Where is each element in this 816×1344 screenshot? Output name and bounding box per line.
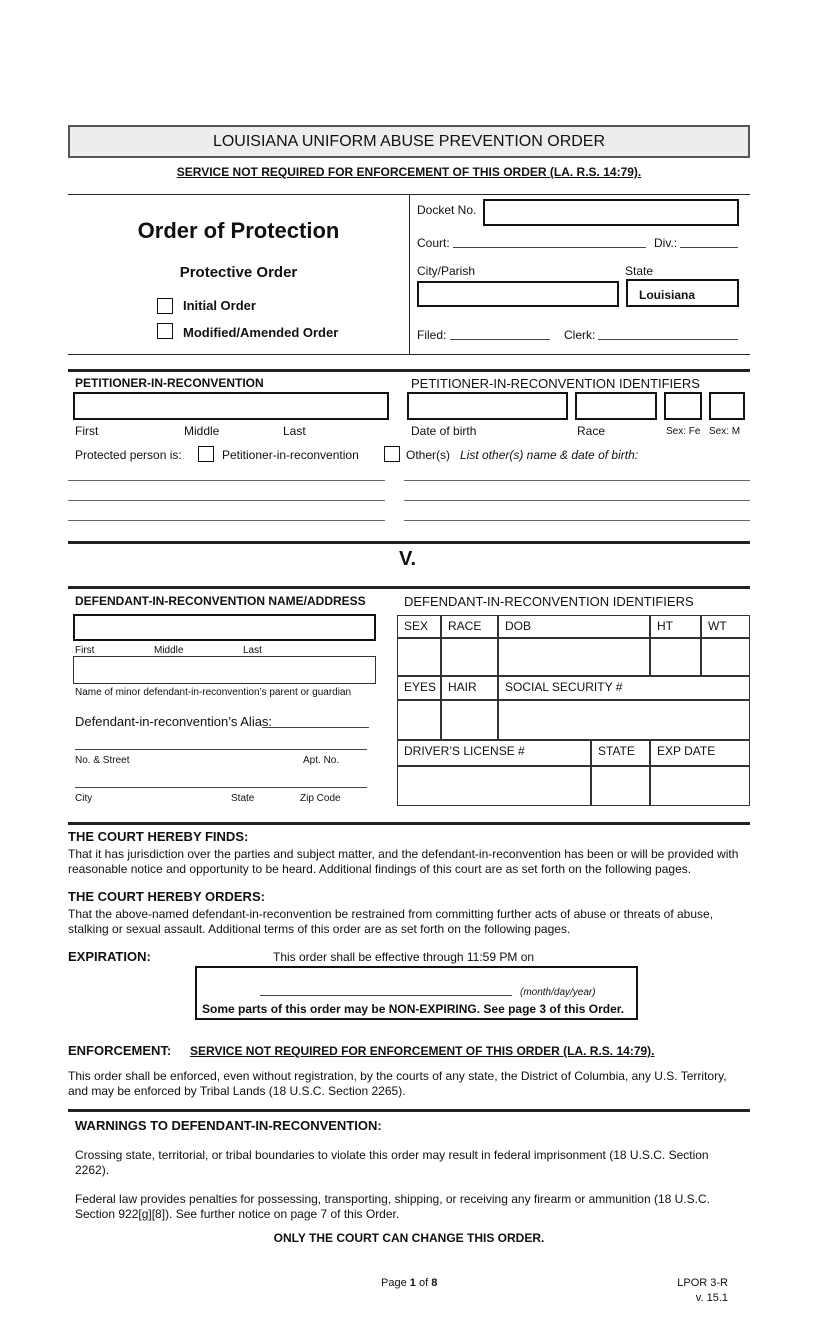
form-code: LPOR 3-R [677,1277,728,1289]
warning-2-line-1: Federal law provides penalties for possessing, transporting, shipping, or receiving any firearm or ammunition (18 U.S.C. [75,1192,710,1206]
dob-header [498,615,650,638]
exp-date-header-text: EXP DATE [657,744,716,758]
others-line[interactable] [68,480,385,481]
petitioner-sex-male-label: Sex: M [709,426,741,437]
petitioner-heading: PETITIONER-IN-RECONVENTION [75,376,264,390]
warning-1-line-2: 2262). [75,1163,110,1177]
hair-header-text: HAIR [448,680,477,694]
findings-heading: THE COURT HEREBY FINDS: [68,829,249,844]
nonexpiring-note: Some parts of this order may be NON-EXPIRING. See page 3 of this Order. [202,1002,625,1016]
city-parish-label: City/Parish [417,264,476,278]
others-line[interactable] [68,500,385,501]
petitioner-middle-label: Middle [184,424,220,438]
section-rule [68,541,750,544]
defendant-heading: DEFENDANT-IN-RECONVENTION NAME/ADDRESS [75,594,366,608]
protected-others-note: List other(s) name & date of birth: [460,448,639,462]
docket-number-field[interactable] [483,199,739,226]
race-header-text: RACE [448,619,482,633]
service-note: SERVICE NOT REQUIRED FOR ENFORCEMENT OF THIS ORDER (LA. R.S. 14:79). [176,165,642,179]
others-line[interactable] [404,520,750,521]
findings-text [68,847,758,877]
ssn-header-text: SOCIAL SECURITY # [505,680,623,694]
ht-header [650,615,701,638]
orders-text [68,907,758,937]
dl-header [397,740,591,766]
page-total: 8 [431,1277,438,1289]
dl-header-text: DRIVER’S LICENSE # [404,744,525,758]
petitioner-sex-female-label: Sex: Fe [666,426,701,437]
enforcement-note: SERVICE NOT REQUIRED FOR ENFORCEMENT OF THIS ORDER (LA. R.S. 14:79). [190,1044,655,1058]
div-label: Div.: [654,236,678,250]
section-rule [68,1109,750,1112]
ht-header-text: HT [657,619,673,633]
alias-field[interactable] [262,714,369,728]
initial-order-label: Initial Order [183,298,256,313]
court-field[interactable] [453,235,646,248]
clerk-label: Clerk: [564,328,596,342]
orders-line-1: That the above-named defendant-in-reconvention be restrained from committing further acts of abuse or threats of abuse, [68,907,714,921]
enforcement-line-1: This order shall be enforced, even without registration, by the courts of any state, the District of Columbia, any U.S. Territory, [68,1069,727,1083]
orders-heading: THE COURT HEREBY ORDERS: [68,889,265,904]
city-state-zip-field[interactable] [75,776,367,788]
petitioner-first-label: First [75,424,99,438]
defendant-first-label: First [75,645,95,656]
filed-field[interactable] [450,327,550,340]
form-version: v. 15.1 [695,1292,728,1304]
page-title: LOUISIANA UNIFORM ABUSE PREVENTION ORDER [212,133,606,150]
warning-paragraph-2 [75,1192,755,1222]
warning-2-line-2: Section 922[g][8]). See further notice on page 7 of this Order. [75,1207,400,1221]
filed-label: Filed: [417,328,447,342]
exp-date-input[interactable] [650,766,750,806]
page-prefix: Page [381,1277,407,1289]
protected-others-checkbox[interactable] [384,446,400,462]
section-rule [68,369,750,372]
sex-input[interactable] [397,638,441,676]
defendant-last-label: Last [243,645,262,656]
protected-petitioner-label: Petitioner-in-reconvention [222,448,359,462]
ht-input[interactable] [650,638,701,676]
dob-header-text: DOB [505,619,532,633]
court-only-note: ONLY THE COURT CAN CHANGE THIS ORDER. [273,1231,545,1245]
order-subtitle: Protective Order [179,264,298,281]
hair-input[interactable] [441,700,498,740]
petitioner-sex-female-field[interactable] [664,392,702,420]
protected-petitioner-checkbox[interactable] [198,446,214,462]
race-input[interactable] [441,638,498,676]
sex-header-text: SEX [404,619,429,633]
docket-label: Docket No. [417,203,477,217]
divider [409,194,410,354]
zip-label: Zip Code [300,793,341,804]
exp-date-header [650,740,750,766]
defendant-identifiers-heading: DEFENDANT-IN-RECONVENTION IDENTIFIERS [404,594,694,609]
page-current: 1 [409,1277,416,1289]
guardian-name-field[interactable] [73,656,376,684]
alias-label: Defendant-in-reconvention’s Alias: [75,714,273,729]
others-line[interactable] [68,520,385,521]
wt-header [701,615,750,638]
others-line[interactable] [404,480,750,481]
enforcement-label: ENFORCEMENT: [68,1043,172,1058]
section-rule [68,586,750,589]
petitioner-race-label: Race [577,424,606,438]
state-value: Louisiana [639,288,696,302]
street-label: No. & Street [75,755,130,766]
ssn-header [498,676,750,700]
petitioner-sex-male-field[interactable] [709,392,745,420]
findings-line-1: That it has jurisdiction over the parties and subject matter, and the defendant-in-reconvention has been or will be provided with [68,847,739,861]
wt-header-text: WT [708,619,727,633]
page-number [381,1277,437,1289]
hair-header [441,676,498,700]
initial-order-checkbox[interactable] [157,298,173,314]
street-field[interactable] [75,738,367,750]
page-of: of [418,1277,429,1289]
modified-order-checkbox[interactable] [157,323,173,339]
eyes-header [397,676,441,700]
ssn-input[interactable] [498,700,750,740]
orders-line-2: stalking or sexual assault. Additional terms of this order are as set forth on the following pages. [68,922,571,936]
apt-label: Apt. No. [303,755,340,766]
expiration-label: EXPIRATION: [68,949,151,964]
dl-input[interactable] [397,766,591,806]
petitioner-identifiers-heading: PETITIONER-IN-RECONVENTION IDENTIFIERS [411,376,700,391]
race-header [441,615,498,638]
wt-input[interactable] [701,638,750,676]
others-line[interactable] [404,500,750,501]
section-rule [68,822,750,825]
defendant-middle-label: Middle [154,645,184,656]
expiration-text: This order shall be effective through 11:59 PM on [273,950,535,964]
guardian-label: Name of minor defendant-in-reconvention’s parent or guardian [75,687,352,698]
enforcement-text [68,1069,758,1099]
warnings-heading: WARNINGS TO DEFENDANT-IN-RECONVENTION: [75,1118,382,1133]
enforcement-line-2: and may be enforced by Tribal Lands (18 U.S.C. Section 2265). [68,1084,406,1098]
petitioner-name-field[interactable] [73,392,389,420]
findings-line-2: reasonable notice and opportunity to be heard. Additional findings of this court are as set forth on the following pages. [68,862,692,876]
dl-state-header-text: STATE [598,744,635,758]
city-parish-field[interactable] [417,281,619,307]
warning-paragraph-1 [75,1148,755,1178]
protected-others-label: Other(s) [406,448,451,462]
order-title: Order of Protection [137,218,340,243]
address-state-label: State [231,793,255,804]
eyes-input[interactable] [397,700,441,740]
versus-label: V. [399,548,417,570]
protected-person-label: Protected person is: [75,448,182,462]
court-label: Court: [417,236,450,250]
state-label: State [625,264,654,278]
sex-header [397,615,441,638]
defendant-name-field[interactable] [73,614,376,641]
dl-state-input[interactable] [591,766,650,806]
div-field[interactable] [680,235,738,248]
petitioner-dob-label: Date of birth [411,424,477,438]
date-hint: (month/day/year) [520,987,596,998]
petitioner-dob-field[interactable] [407,392,568,420]
petitioner-race-field[interactable] [575,392,657,420]
clerk-field[interactable] [598,327,738,340]
dl-state-header [591,740,650,766]
petitioner-last-label: Last [283,424,306,438]
expiration-date-field[interactable] [260,983,512,996]
dob-input[interactable] [498,638,650,676]
eyes-header-text: EYES [404,680,437,694]
divider [68,354,750,355]
modified-order-label: Modified/Amended Order [183,325,339,340]
city-label: City [75,793,93,804]
warning-1-line-1: Crossing state, territorial, or tribal boundaries to violate this order may result in federal imprisonment (18 U.S.C. Section [75,1148,709,1162]
